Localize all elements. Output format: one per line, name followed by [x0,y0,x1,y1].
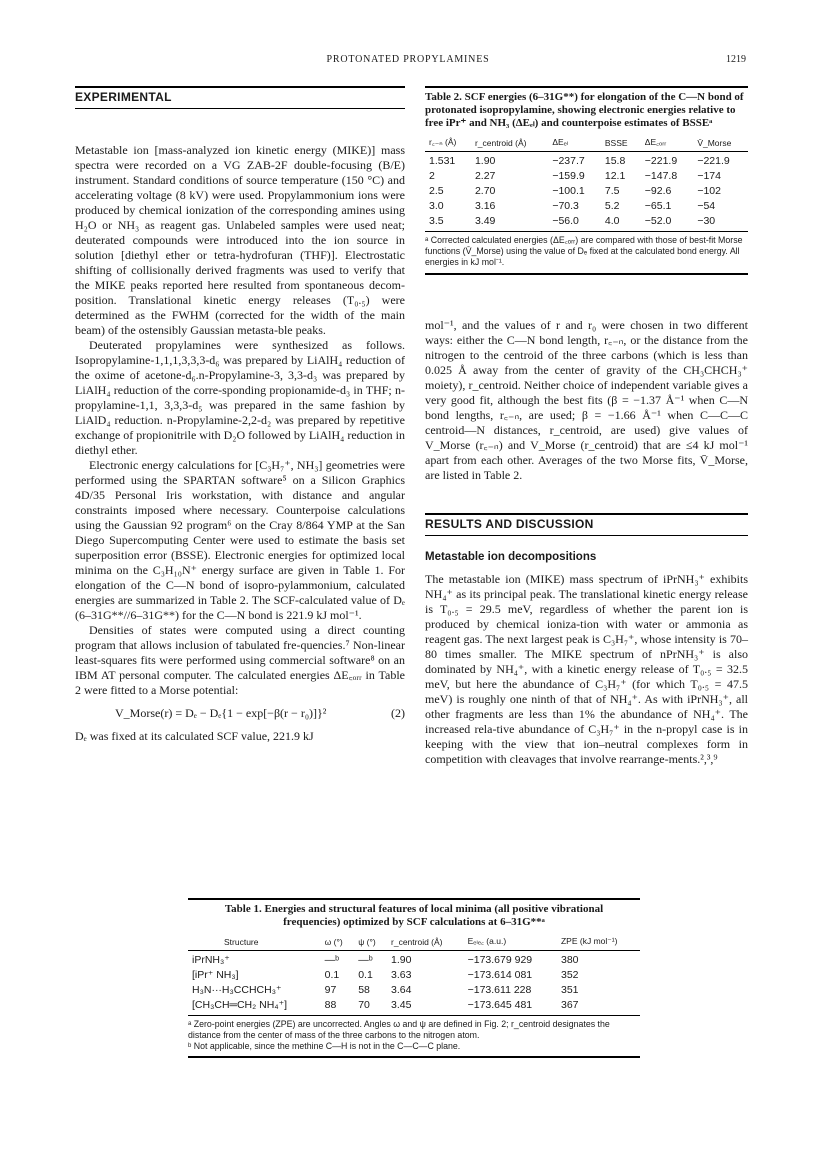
table-row [425,169,748,184]
table-cell: −173.679 929 [467,954,533,966]
page-number: 1219 [726,54,746,65]
table-cell: [CH₃CH═CH₂ NH₄⁺] [192,999,288,1011]
table-2-caption [425,91,748,130]
table-cell: —ᵇ [358,954,373,966]
running-header [70,54,746,70]
table-cell: 3.63 [391,969,412,981]
experimental-heading: EXPERIMENTAL [75,86,405,109]
table-cell: −30 [697,215,716,227]
table-1-header-row [188,933,640,951]
table-cell: 3.0 [429,200,444,212]
table-2-caption-text: SCF energies (6–31G**) for elongation of the C—N bond of protonated isopropylamine, showing electronic energies relative to free iPr⁺ and NH₃ (ΔEₑₗ) and counterpoise estimates of BSSEᵃ [425,91,744,129]
experimental-paragraph-4: Densities of states were computed using a direct counting program that allows inclusion of tabulated fre-quencies.⁷ Non-linear least-squares fits were performed using commercial software⁸ on an IBM AT personal computer. The calculated energies ΔE꜀ₒᵣᵣ in Table 2 were fitted to a Morse potential: [75,623,405,697]
table-cell: 367 [560,999,579,1011]
table-cell: −147.8 [644,170,678,182]
running-title: PROTONATED PROPYLAMINES [326,54,490,65]
table-cell: 58 [358,984,370,996]
table-cell: 0.1 [358,969,373,981]
table-cell: —ᵇ [324,954,340,966]
table-cell: 3.16 [474,200,496,212]
table-cell: −174 [697,170,721,182]
table-cell: −70.3 [552,200,579,212]
table-1-header-cell: r_centroid (Å) [387,933,464,951]
table-cell: 1.531 [429,155,456,167]
table-1-header-cell: ZPE (kJ mol⁻¹) [557,933,640,951]
table-cell: −100.1 [552,185,585,197]
table-cell: −102 [697,185,721,197]
table-cell: 7.5 [604,185,620,197]
table-1 [188,898,640,1058]
table-cell: 5.2 [604,200,620,212]
table-2-grid [425,134,748,229]
table-2-header-cell: ΔEₑₗ [548,134,601,152]
table-cell: 3.5 [429,215,444,227]
right-column [425,318,748,767]
table-cell: 15.8 [604,155,626,167]
table-cell: 3.64 [391,984,412,996]
table-row [188,951,640,969]
table-cell: 380 [560,954,579,966]
experimental-paragraph-1: Metastable ion [mass-analyzed ion kinetic energy (MIKE)] mass spectra were recorded on a VG ZAB-2F double-focusing (B/E) instrument. Standard conditions of source temperature (150 °C) and accelerating voltage (8 kV) were used. Propylammonium ions were produced by chemical ionization of the corresponding amines using H₂O or NH₃ as reagent gas. Unlabeled samples were used neat; deuterated compounds were introduced into the ion source in solution [diethyl ether or tetra-hydrofuran (THF)]. Electrostatic shifting of collisionally derived fragments was used to verify that the MIKE peaks reported here resulted from spontaneous decom-position. Translational kinetic energy releases (T₀.₅) were determined as the FWHM (corrected for the width of the main beam) of the ostensibly Gaussian metasta-ble peaks. [75,143,405,337]
left-column [75,86,405,744]
table-row [425,152,748,170]
table-1-top-rule [188,898,640,900]
table-1-bottom-rule [188,1056,640,1058]
table-row [188,998,640,1013]
table-1-footnote-b: ᵇ Not applicable, since the methine C—H is not in the C—C—C plane. [188,1041,461,1051]
table-cell: 88 [324,999,337,1011]
table-cell: −237.7 [552,155,585,167]
table-cell: 70 [358,999,370,1011]
table-1-caption-text: Energies and structural features of local minima (all positive vibrational frequencies) optimized by SCF calculations at 6–31G**ᵃ [264,903,604,928]
experimental-paragraph-5: Dₑ was fixed at its calculated SCF value, 221.9 kJ [75,729,314,743]
results-heading: RESULTS AND DISCUSSION [425,513,748,536]
table-2-header-cell: V̄_Morse [693,134,748,152]
equation-number: (2) [391,706,405,720]
table-cell: 2.27 [474,170,496,182]
metastable-subheading: Metastable ion decompositions [425,551,597,563]
table-cell: −173.645 481 [467,999,533,1011]
table-cell: 97 [324,984,337,996]
table-1-footnote-a: ᵃ Zero-point energies (ZPE) are uncorrected. Angles ω and ψ are defined in Fig. 2; r_centroid designates the distance from the center of mass of the three carbons to the nitrogen atom. [188,1015,640,1041]
table-cell: −173.611 228 [467,984,532,996]
experimental-paragraph-3: Electronic energy calculations for [C₃H₇⁺, NH₃] geometries were performed using the SPARTAN software⁵ on a Silicon Graphics 4D/35 Personal Iris workstation, with distance and angular constraints imposed where necessary. Counterpoise calculations using the Gaussian 92 program⁶ on the Cray 8/864 YMP at the San Diego Supercomputing Center were used to estimate the basis set superposition error (BSSE). Electronic energies for optimized local minima on the C₃H₁₀N⁺ energy surface are given in Table 1. For elongation of the C—N bond of isopro-pylammonium, calculated energies are summarized in Table 2. The SCF-calculated value of Dₑ (6–31G**//6–31G**) for the C—N bond is 221.9 kJ mol⁻¹. [75,458,405,622]
table-cell: 1.90 [474,155,496,167]
results-paragraph: The metastable ion (MIKE) mass spectrum of iPrNH₃⁺ exhibits NH₄⁺ as its principal peak. The translational kinetic energy release is T₀.₅ = 29.5 meV, regardless of whether the parent ion is produced by chemical ioniza-tion with water or ammonia as reagent gas. The next largest peak is C₃H₇⁺, whose intensity is 70–80 times smaller. The MIKE spectrum of nPrNH₃⁺ is also dominated by NH₄⁺, with a kinetic energy release of T₀.₅ = 32.5 meV, but here the abundance of C₃H₇⁺ (for which T₀.₅ = 47.5 meV) is roughly one ninth of that of NH₄⁺. As with iPrNH₃⁺, all other fragments are less than 1% the abundance of NH₄⁺. The increased rela-tive abundance of C₃H₇⁺ in the n-propyl case is in keeping with the view that ion–neutral complexes form in competition with cleavages that involve rearrange-ments.²,³,⁹ [425,572,748,766]
table-row [425,214,748,229]
table-2-bottom-rule [425,273,748,275]
table-cell: 3.49 [474,215,496,227]
table-cell: −52.0 [644,215,672,227]
table-cell: H₃N···H₃CCHCH₃⁺ [192,984,282,996]
table-row [188,968,640,983]
table-cell: iPrNH₃⁺ [192,954,230,966]
table-cell: 352 [560,969,579,981]
table-row [188,983,640,998]
table-2 [425,86,748,275]
table-cell: 351 [560,984,579,996]
table-cell: −54 [697,200,716,212]
table-2-header-cell: BSSE [601,134,641,152]
table-2-header-cell: r_centroid (Å) [471,134,548,152]
table-1-header-cell: ψ (°) [354,933,387,951]
table-cell: −221.9 [697,155,730,167]
table-cell: 1.90 [391,954,412,966]
table-cell: −92.6 [644,185,672,197]
table-cell: 3.45 [391,999,412,1011]
table-cell: 2.70 [474,185,496,197]
table-2-header-row [425,134,748,152]
table-cell: 2 [429,170,435,182]
table-1-header-cell: Eₑₗₑ꜀ (a.u.) [464,933,557,951]
table-1-caption [188,903,640,929]
table-1-header-cell: ω (°) [321,933,355,951]
table-cell: 0.1 [324,969,340,981]
table-1-label: Table 1. [224,903,262,915]
morse-fit-paragraph: mol⁻¹, and the values of r and r₀ were chosen in two different ways: either the C—N bond length, r꜀₋ₙ, or the distance from the nitrogen to the centroid of the three carbons (which is less than 0.025 Å away from the center of gravity of the CH₃CHCH₃⁺ moiety), r_centroid. Neither choice of independent variable gives a very good fit, although the best fits (β = −1.37 Å⁻¹ when C—N bond lengths, r꜀₋ₙ, are used; β = −1.66 Å⁻¹ when C—C—C centroid—N distances, r_centroid, are used) give values of V_Morse (r꜀₋ₙ) and V_Morse (r_centroid) that are ≤4 kJ mol⁻¹ apart from each other. Averages of the two Morse fits, V̄_Morse, are listed in Table 2. [425,318,748,482]
table-cell: [iPr⁺ NH₃] [192,969,239,981]
table-cell: −173.614 081 [467,969,533,981]
table-cell: −56.0 [552,215,579,227]
table-2-footnote: ᵃ Corrected calculated energies (ΔE꜀ₒᵣᵣ) are compared with those of best-fit Morse functions (V̄_Morse) using the value of Dₑ fixed at the calculated bond energy. All energies in kJ mol⁻¹. [425,231,748,268]
table-cell: 4.0 [604,215,620,227]
equation-body: V_Morse(r) = Dₑ − Dₑ{1 − exp[−β(r − r₀)]}² [115,706,327,720]
table-1-header-cell: Structure [188,933,321,951]
table-row [425,199,748,214]
experimental-paragraph-2: Deuterated propylamines were synthesized as follows. Isopropylamine-1,1,1,3,3,3-d₆ was prepared by LiAlH₄ reduction of the oxime of acetone-d₆.n-Propylamine-3, 3,3-d₃ was prepared by LiAlH₄ reduction of the corre-sponding propionamide-d₃ in THF; n-propylamine-1,1, 3,3,3-d₅ was prepared in the same fashion by LiAlD₄ reduction. n-Propylamine-2,2-d₂ was prepared by repetitive exchange of propionitrile with D₂O followed by LiAlH₄ reduction in diethyl ether. [75,338,405,457]
table-2-header-cell: ΔE꜀ₒᵣᵣ [641,134,694,152]
table-2-label: Table 2. [425,91,462,103]
table-cell: 2.5 [429,185,444,197]
table-cell: 12.1 [604,170,626,182]
table-2-header-cell: r꜀₋ₙ (Å) [425,134,471,152]
table-1-grid [188,933,640,1013]
table-cell: −159.9 [552,170,585,182]
table-cell: −221.9 [644,155,678,167]
table-row [425,184,748,199]
morse-equation [75,698,405,729]
table-cell: −65.1 [644,200,672,212]
table-2-top-rule [425,86,748,88]
